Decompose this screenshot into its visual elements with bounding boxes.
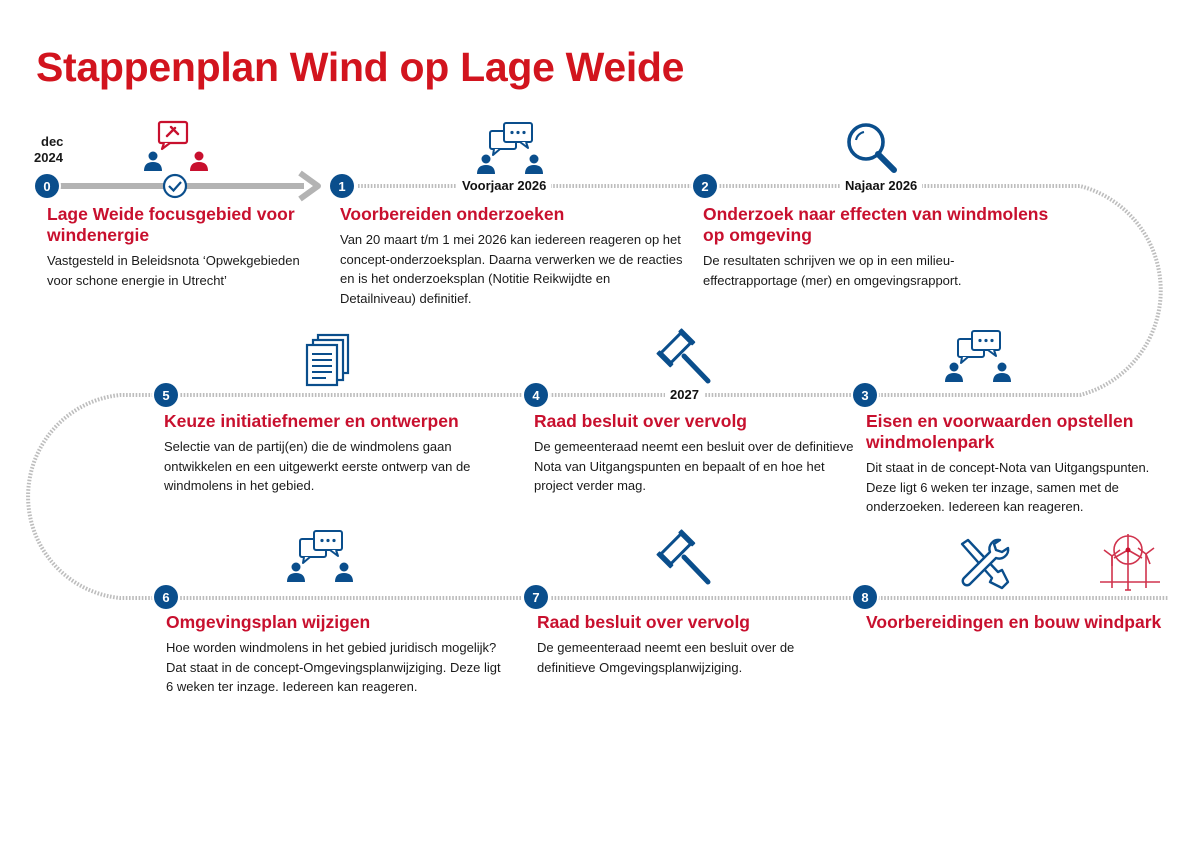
raised-hand-with-people-check-icon bbox=[142, 119, 212, 175]
step-0 bbox=[47, 204, 322, 290]
step-1-text: Van 20 maart t/m 1 mei 2026 kan iedereen reageren op het concept-onderzoeksplan. Daarna verwerken we de reacties en is het onderzoeksplan (Notitie Reikwijdte en Detailniveau) definitief. bbox=[340, 232, 683, 306]
chat-people-icon bbox=[286, 529, 356, 585]
period-voorjaar-2026: Voorjaar 2026 bbox=[457, 178, 551, 194]
step-4 bbox=[534, 411, 859, 496]
step-2-text: De resultaten schrijven we op in een milieu-effectrapportage (mer) en omgevingsrapport. bbox=[703, 253, 962, 288]
step-1-number: 1 bbox=[330, 174, 354, 198]
step-0-number: 0 bbox=[35, 174, 59, 198]
step-7-number: 7 bbox=[524, 585, 548, 609]
step-5-text: Selectie van de partij(en) die de windmolens gaan ontwikkelen en een uitgewerkt eerste ontwerp van de windmolens in het gebied. bbox=[164, 439, 471, 493]
step-6-text: Hoe worden windmolens in het gebied juridisch mogelijk? Dat staat in de concept-Omgevingsplanwijziging. Deze ligt 6 weken ter inzage. Iedereen kan reageren. bbox=[166, 640, 501, 694]
step-6-number: 6 bbox=[154, 585, 178, 609]
step-4-text: De gemeenteraad neemt een besluit over de definitieve Nota van Uitgangspunten en bepaalt of en hoe het project verder mag. bbox=[534, 439, 854, 493]
start-month: dec bbox=[41, 134, 64, 149]
step-4-number: 4 bbox=[524, 383, 548, 407]
start-date bbox=[34, 134, 74, 166]
step-8 bbox=[866, 612, 1166, 638]
step-8-heading: Voorbereidingen en bouw windpark bbox=[866, 612, 1162, 632]
step-5-heading: Keuze initiatiefnemer en ontwerpen bbox=[164, 411, 459, 431]
start-year: 2024 bbox=[34, 150, 63, 165]
documents-icon bbox=[304, 333, 352, 389]
step-2-number: 2 bbox=[693, 174, 717, 198]
step-8-number: 8 bbox=[853, 585, 877, 609]
step-5-number: 5 bbox=[154, 383, 178, 407]
step-2 bbox=[703, 204, 1073, 290]
step-1 bbox=[340, 204, 685, 308]
step-3-number: 3 bbox=[853, 383, 877, 407]
step-6-heading: Omgevingsplan wijzigen bbox=[166, 612, 371, 632]
step-3-text: Dit staat in de concept-Nota van Uitgangspunten. Deze ligt 6 weken ter inzage, samen met de onderzoeken. Iedereen kan reageren. bbox=[866, 460, 1150, 514]
page-title: Stappenplan Wind op Lage Weide bbox=[36, 44, 685, 90]
chat-people-icon bbox=[476, 121, 546, 177]
wind-turbines-icon bbox=[1098, 530, 1162, 592]
step-4-heading: Raad besluit over vervolg bbox=[534, 411, 747, 431]
step-1-heading: Voorbereiden onderzoeken bbox=[340, 204, 565, 224]
step-3-heading: Eisen en voorwaarden opstellen windmolenpark bbox=[866, 411, 1134, 452]
step-7-heading: Raad besluit over vervolg bbox=[537, 612, 750, 632]
step-0-text: Vastgesteld in Beleidsnota ‘Opwekgebieden voor schone energie in Utrecht’ bbox=[47, 253, 300, 288]
step-7-text: De gemeenteraad neemt een besluit over de definitieve Omgevingsplanwijziging. bbox=[537, 640, 795, 675]
period-2027: 2027 bbox=[665, 387, 704, 403]
tools-icon bbox=[954, 534, 1012, 592]
step-7 bbox=[537, 612, 837, 677]
step-2-heading: Onderzoek naar effecten van windmolens op omgeving bbox=[703, 204, 1049, 245]
magnifier-icon bbox=[844, 120, 900, 176]
period-najaar-2026: Najaar 2026 bbox=[840, 178, 922, 194]
step-6 bbox=[166, 612, 518, 697]
step-0-heading: Lage Weide focusgebied voor windenergie bbox=[47, 204, 295, 245]
chat-people-icon bbox=[944, 329, 1014, 385]
gavel-icon bbox=[656, 529, 714, 589]
step-5 bbox=[164, 411, 509, 496]
gavel-icon bbox=[656, 328, 714, 388]
step-3 bbox=[866, 411, 1166, 517]
